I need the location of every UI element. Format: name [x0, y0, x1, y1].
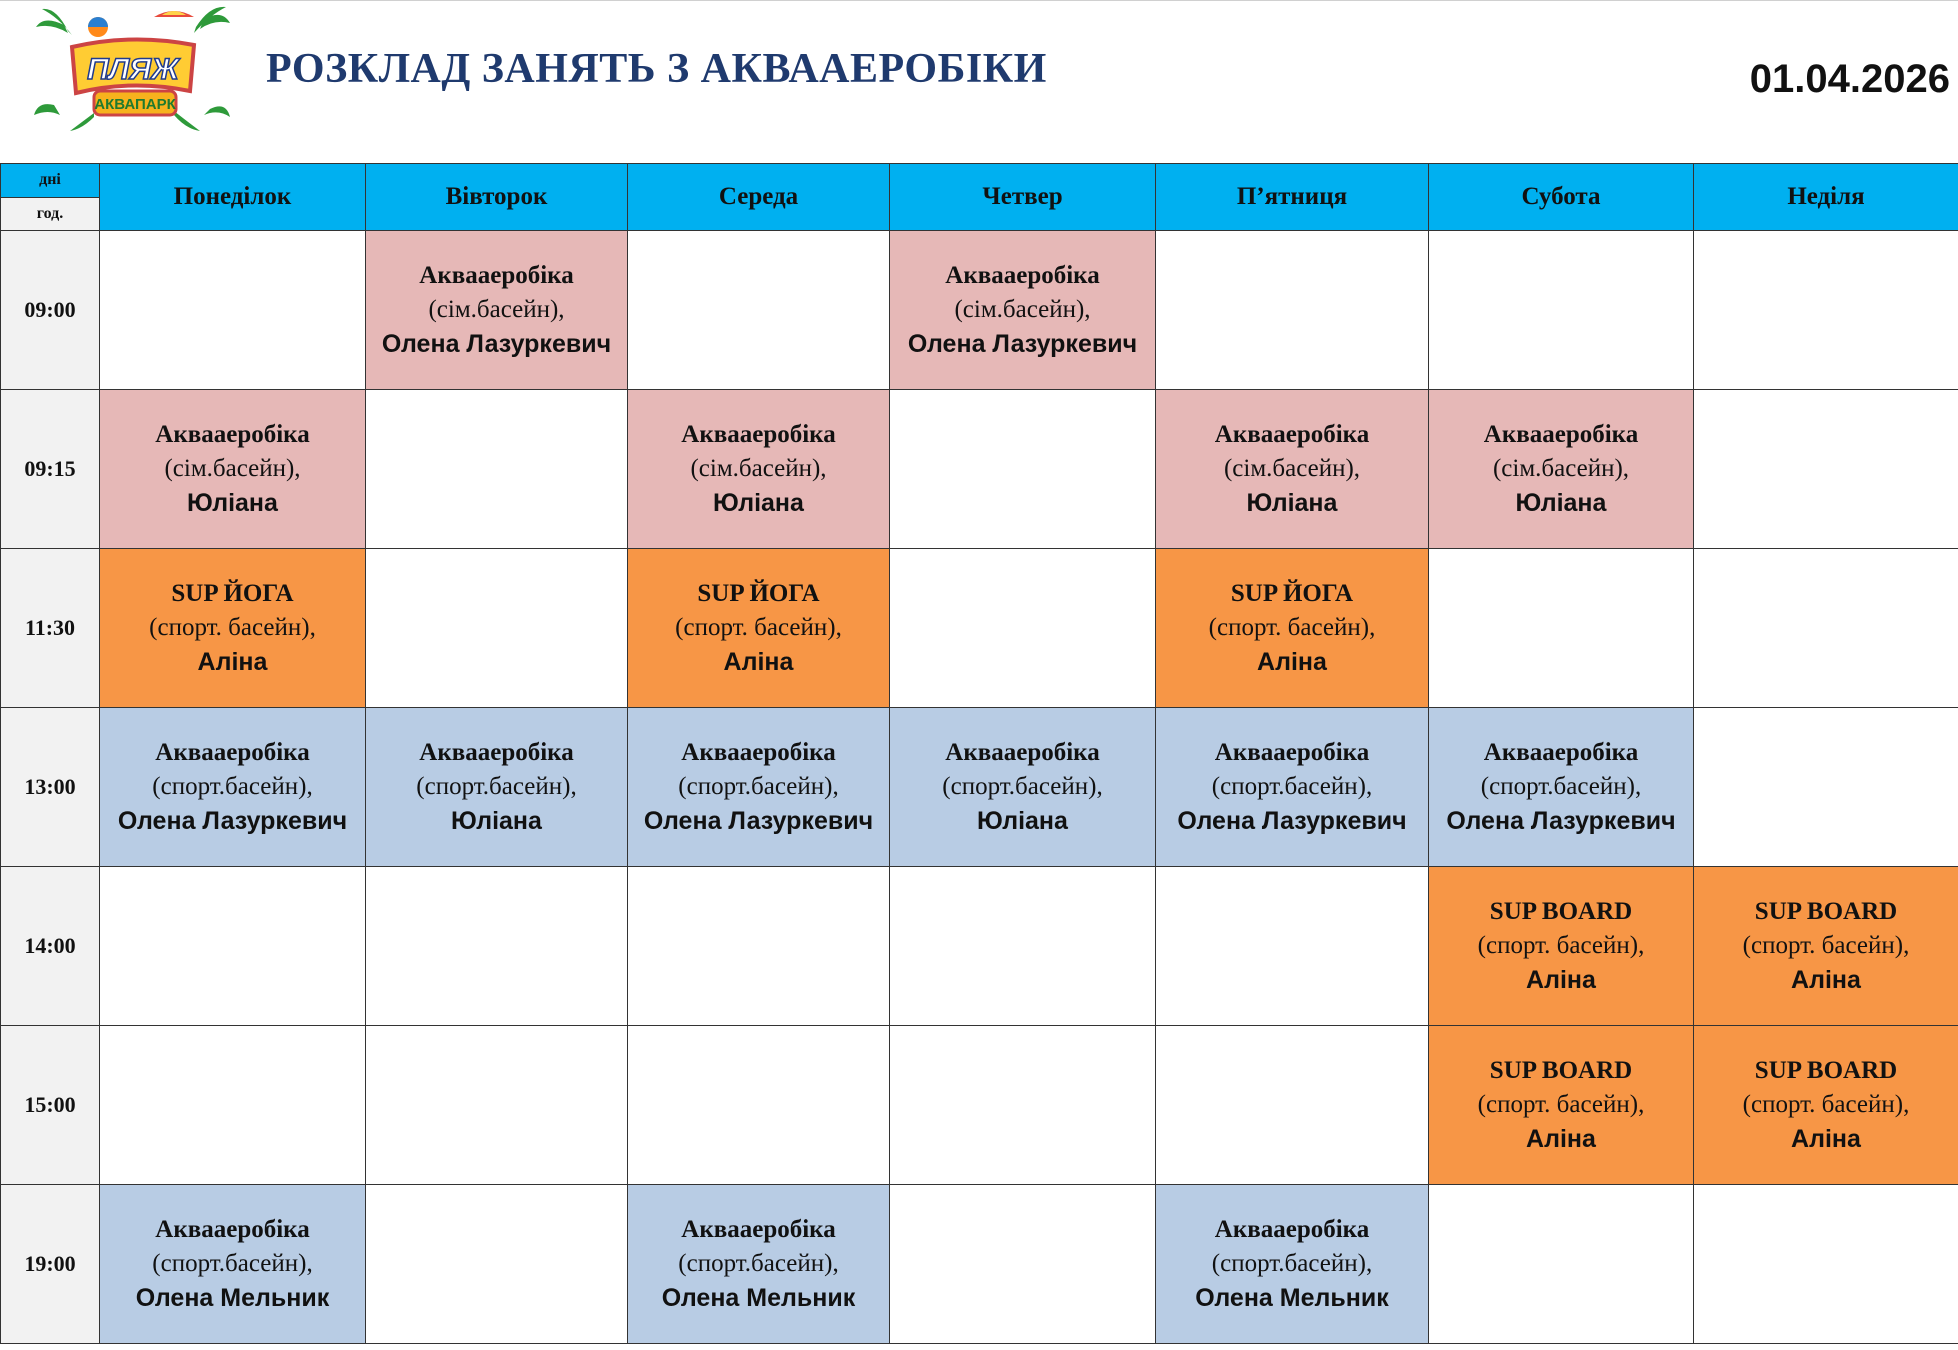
empty-slot — [1694, 708, 1958, 867]
empty-slot — [366, 549, 628, 708]
pool-name: (спорт. басейн), — [1742, 1091, 1910, 1118]
pool-name: (спорт.басейн), — [152, 773, 313, 800]
pool-name: (сім.басейн), — [954, 296, 1091, 323]
class-name: Аквааеробіка — [1214, 739, 1370, 766]
coach-name: Олена Лазуркевич — [1177, 807, 1407, 835]
time-label: 09:15 — [1, 390, 100, 549]
day-header: Неділя — [1694, 164, 1958, 231]
class-name: Аквааеробіка — [1483, 421, 1639, 448]
class-slot — [1429, 867, 1694, 1026]
empty-slot — [628, 1026, 890, 1185]
class-name: Аквааеробіка — [419, 739, 574, 766]
pool-name: (спорт.басейн), — [942, 773, 1103, 800]
class-slot — [100, 390, 366, 549]
class-name: SUP BOARD — [1489, 898, 1633, 925]
coach-name: Олена Лазуркевич — [907, 330, 1138, 358]
coach-name: Олена Мельник — [1195, 1284, 1389, 1312]
time-label: 19:00 — [1, 1185, 100, 1344]
coach-name: Юліана — [451, 807, 542, 835]
class-slot — [366, 708, 628, 867]
days-header-row — [1, 164, 1958, 231]
coach-name: Аліна — [1791, 966, 1861, 994]
class-slot — [1429, 708, 1694, 867]
coach-name: Олена Мельник — [661, 1284, 856, 1312]
pool-name: (сім.басейн), — [1492, 455, 1630, 482]
class-slot — [1156, 549, 1429, 708]
logo-text-top: ПЛЯЖ — [87, 53, 179, 86]
empty-slot — [628, 231, 890, 390]
class-name: Аквааеробіка — [1214, 1216, 1370, 1243]
class-name: Аквааеробіка — [945, 262, 1100, 289]
empty-slot — [1429, 231, 1694, 390]
empty-slot — [366, 1026, 628, 1185]
class-name: Аквааеробіка — [1214, 421, 1370, 448]
coach-name: Олена Лазуркевич — [1446, 807, 1676, 835]
day-header: Субота — [1429, 164, 1694, 231]
time-label: 13:00 — [1, 708, 100, 867]
class-name: Аквааеробіка — [155, 421, 310, 448]
empty-slot — [100, 1026, 366, 1185]
time-label: 09:00 — [1, 231, 100, 390]
empty-slot — [1429, 549, 1694, 708]
coach-name: Юліана — [1246, 489, 1338, 517]
empty-slot — [100, 231, 366, 390]
empty-slot — [890, 549, 1156, 708]
time-label: 11:30 — [1, 549, 100, 708]
coach-name: Юліана — [187, 489, 278, 517]
coach-name: Олена Лазуркевич — [643, 807, 874, 835]
corner-cell — [1, 164, 100, 231]
time-row — [1, 708, 1958, 867]
empty-slot — [1156, 867, 1429, 1026]
class-name: Аквааеробіка — [681, 1216, 836, 1243]
empty-slot — [1694, 549, 1958, 708]
coach-name: Юліана — [713, 489, 804, 517]
class-slot — [1156, 1185, 1429, 1344]
class-name: SUP ЙОГА — [171, 580, 294, 607]
class-slot — [1429, 1026, 1694, 1185]
class-slot — [890, 231, 1156, 390]
empty-slot — [890, 867, 1156, 1026]
class-name: SUP ЙОГА — [697, 580, 820, 607]
pool-name: (спорт.басейн), — [678, 1250, 839, 1277]
coach-name: Олена Лазуркевич — [117, 807, 348, 835]
empty-slot — [1694, 231, 1958, 390]
class-slot — [1694, 867, 1958, 1026]
pool-name: (спорт.басейн), — [1211, 1250, 1373, 1277]
time-row — [1, 867, 1958, 1026]
pool-name: (спорт. басейн), — [1742, 932, 1910, 959]
day-header: Вівторок — [366, 164, 628, 231]
day-header: Середа — [628, 164, 890, 231]
empty-slot — [890, 1026, 1156, 1185]
empty-slot — [100, 867, 366, 1026]
class-slot — [366, 231, 628, 390]
class-slot — [1694, 1026, 1958, 1185]
pool-name: (сім.басейн), — [164, 455, 301, 482]
days-label: дні — [1, 164, 99, 198]
empty-slot — [366, 1185, 628, 1344]
pool-name: (сім.басейн), — [428, 296, 565, 323]
pool-name: (спорт. басейн), — [675, 614, 842, 641]
pool-name: (сім.басейн), — [690, 455, 827, 482]
class-name: Аквааеробіка — [945, 739, 1100, 766]
time-row — [1, 231, 1958, 390]
coach-name: Аліна — [723, 648, 794, 676]
time-label: 14:00 — [1, 867, 100, 1026]
class-slot — [628, 708, 890, 867]
pool-name: (спорт.басейн), — [1211, 773, 1373, 800]
class-name: Аквааеробіка — [155, 739, 310, 766]
empty-slot — [366, 867, 628, 1026]
class-name: SUP BOARD — [1754, 898, 1898, 925]
class-name: Аквааеробіка — [419, 262, 574, 289]
page-header — [0, 0, 1958, 163]
class-name: Аквааеробіка — [155, 1216, 310, 1243]
time-row — [1, 390, 1958, 549]
empty-slot — [1156, 1026, 1429, 1185]
class-slot — [890, 708, 1156, 867]
pool-name: (сім.басейн), — [1223, 455, 1361, 482]
logo-text-bottom: АКВАПАРК — [94, 96, 176, 113]
schedule-table — [0, 163, 1958, 1344]
hours-label: год. — [1, 198, 99, 231]
class-name: SUP BOARD — [1489, 1057, 1633, 1084]
empty-slot — [1694, 1185, 1958, 1344]
class-name: SUP BOARD — [1754, 1057, 1898, 1084]
page-title: РОЗКЛАД ЗАНЯТЬ З АКВААЕРОБІКИ — [266, 46, 1047, 92]
class-slot — [100, 708, 366, 867]
time-row — [1, 1026, 1958, 1185]
class-name: Аквааеробіка — [1483, 739, 1639, 766]
pool-name: (спорт.басейн), — [1480, 773, 1642, 800]
empty-slot — [1429, 1185, 1694, 1344]
empty-slot — [366, 390, 628, 549]
class-name: SUP ЙОГА — [1230, 580, 1354, 607]
empty-slot — [1694, 390, 1958, 549]
time-label: 15:00 — [1, 1026, 100, 1185]
empty-slot — [628, 867, 890, 1026]
time-row — [1, 1185, 1958, 1344]
class-slot — [628, 390, 890, 549]
coach-name: Юліана — [977, 807, 1068, 835]
class-slot — [1156, 390, 1429, 549]
coach-name: Олена Мельник — [135, 1284, 330, 1312]
class-name: Аквааеробіка — [681, 739, 836, 766]
empty-slot — [890, 1185, 1156, 1344]
coach-name: Аліна — [1257, 648, 1327, 676]
pool-name: (спорт.басейн), — [152, 1250, 313, 1277]
pool-name: (спорт. басейн), — [1208, 614, 1376, 641]
schedule-date: 01.04.2026 — [1749, 57, 1950, 101]
coach-name: Юліана — [1515, 489, 1607, 517]
time-row — [1, 549, 1958, 708]
aquapark-logo — [34, 5, 230, 133]
class-slot — [1156, 708, 1429, 867]
coach-name: Аліна — [1526, 966, 1596, 994]
coach-name: Аліна — [1526, 1125, 1596, 1153]
empty-slot — [890, 390, 1156, 549]
class-slot — [1429, 390, 1694, 549]
class-slot — [100, 1185, 366, 1344]
day-header: Понеділок — [100, 164, 366, 231]
pool-name: (спорт. басейн), — [1477, 1091, 1645, 1118]
pool-name: (спорт.басейн), — [678, 773, 839, 800]
pool-name: (спорт. басейн), — [149, 614, 316, 641]
pool-name: (спорт. басейн), — [1477, 932, 1645, 959]
day-header: П’ятниця — [1156, 164, 1429, 231]
class-name: Аквааеробіка — [681, 421, 836, 448]
class-slot — [628, 549, 890, 708]
coach-name: Аліна — [197, 648, 268, 676]
coach-name: Олена Лазуркевич — [381, 330, 612, 358]
class-slot — [100, 549, 366, 708]
coach-name: Аліна — [1791, 1125, 1861, 1153]
class-slot — [628, 1185, 890, 1344]
pool-name: (спорт.басейн), — [416, 773, 577, 800]
day-header: Четвер — [890, 164, 1156, 231]
empty-slot — [1156, 231, 1429, 390]
